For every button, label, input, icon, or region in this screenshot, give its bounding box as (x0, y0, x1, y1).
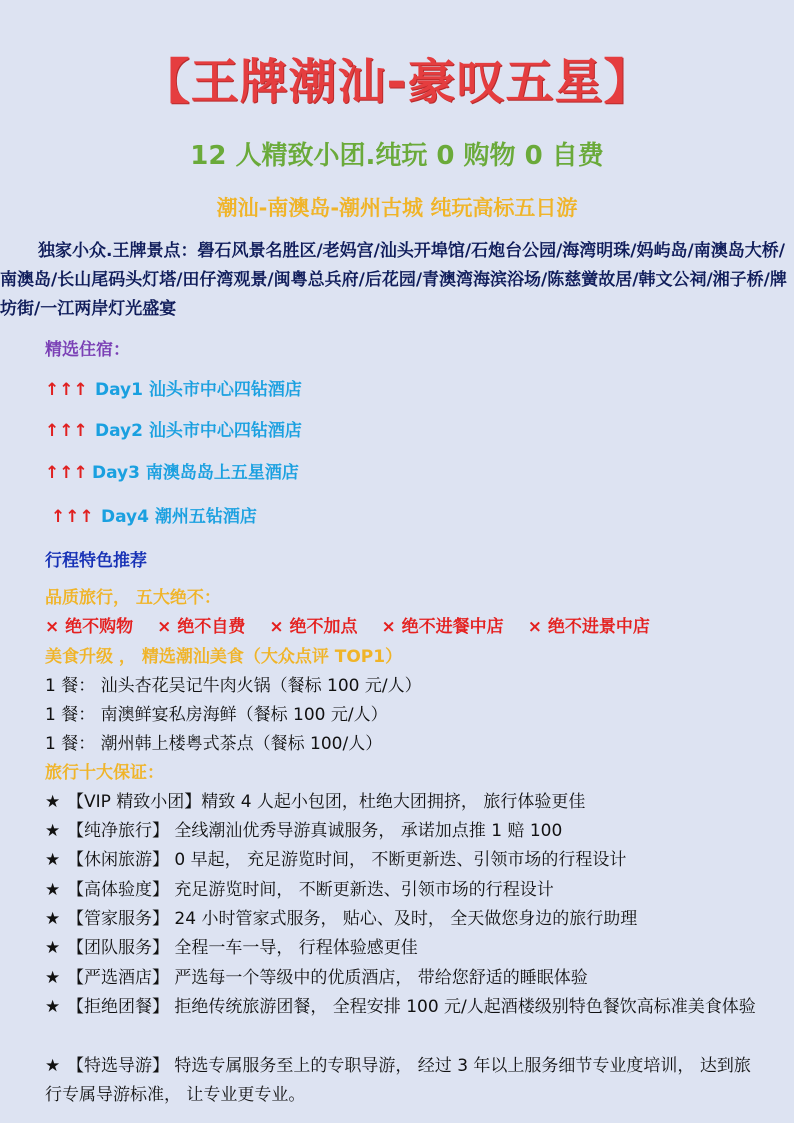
star-icon: ★ (45, 997, 61, 1017)
guarantee-item (45, 876, 554, 905)
arrow-up-icon: ↑↑↑ (45, 421, 88, 441)
never-item: × 绝不进餐中店 (381, 617, 504, 637)
attractions-paragraph: 独家小众.王牌景点：礐石风景名胜区/老妈宫/汕头开埠馆/石炮台公园/海湾明珠/妈屿岛/南澳岛大桥/南澳岛/长山尾码头灯塔/田仔湾观景/闽粤总兵府/后花园/青澳湾海滨浴场/陈慈黉故居/韩文公祠/湘子桥/牌坊街/一江两岸灯光盛宴 (0, 241, 787, 319)
arrow-up-icon: ↑↑↑ (45, 380, 88, 400)
star-icon: ★ (45, 1056, 61, 1076)
arrow-up-icon: ↑↑↑ (45, 463, 88, 483)
meal-item: 1 餐： 汕头杏花吴记牛肉火锅（餐标 100 元/人） (45, 676, 422, 696)
never-item: × 绝不购物 (45, 617, 134, 637)
guarantee-text: 【高体验度】 充足游览时间， 不断更新迭、引领市场的行程设计 (67, 880, 554, 900)
guarantee-item (45, 905, 637, 934)
features-heading: 行程特色推荐 (45, 551, 147, 571)
food-heading: 美食升级 ， 精选潮汕美食（大众点评 TOP1） (45, 647, 403, 667)
never-item: × 绝不加点 (269, 617, 358, 637)
hotel-day-text: Day1 汕头市中心四钻酒店 (95, 380, 302, 400)
hotel-day-1 (45, 376, 302, 404)
star-icon: ★ (45, 968, 61, 988)
guarantee-heading: 旅行十大保证： (45, 763, 164, 783)
guarantee-item (45, 846, 626, 875)
guarantee-text: 【纯净旅行】 全线潮汕优秀导游真诚服务， 承诺加点推 1 赔 100 (67, 821, 563, 841)
guarantee-text: 【VIP 精致小团】精致 4 人起小包团，杜绝大团拥挤， 旅行体验更佳 (67, 792, 586, 812)
star-icon: ★ (45, 821, 61, 841)
page-title: 【王牌潮汕-豪叹五星】 (141, 54, 653, 110)
hotel-heading: 精选住宿： (45, 340, 130, 360)
subtitle: 12 人精致小团.纯玩 0 购物 0 自费 (190, 141, 604, 171)
guarantee-item (45, 964, 588, 993)
meal-item: 1 餐： 潮州韩上楼粤式茶点（餐标 100/人） (45, 734, 383, 754)
never-item: × 绝不自费 (157, 617, 246, 637)
star-icon: ★ (45, 909, 61, 929)
guarantee-text: 【管家服务】 24 小时管家式服务， 贴心、及时， 全天做您身边的旅行助理 (67, 909, 638, 929)
route-line: 潮汕-南澳岛-潮州古城 纯玩高标五日游 (216, 196, 578, 220)
hotel-day-text: Day4 潮州五钻酒店 (101, 507, 257, 527)
hotel-day-3 (45, 459, 299, 487)
hotel-day-text: Day2 汕头市中心四钻酒店 (95, 421, 302, 441)
guarantee-text: 【严选酒店】 严选每一个等级中的优质酒店， 带给您舒适的睡眠体验 (67, 968, 588, 988)
guarantee-text: 【团队服务】 全程一车一导， 行程体验感更佳 (67, 938, 418, 958)
hotel-day-text: Day3 南澳岛岛上五星酒店 (92, 463, 299, 483)
five-nevers-row (45, 614, 674, 640)
guarantee-text: 【特选导游】 特选专属服务至上的专职导游， 经过 3 年以上服务细节专业度培训， 达到旅行专属导游标准， 让专业更专业。 (45, 1056, 751, 1105)
guarantee-item (45, 993, 765, 1022)
star-icon: ★ (45, 792, 61, 812)
never-item: × 绝不进景中店 (527, 617, 650, 637)
guarantee-text: 【拒绝团餐】 拒绝传统旅游团餐， 全程安排 100 元/人起酒楼级别特色餐饮高标准美食体验 (67, 997, 756, 1017)
guarantee-item (45, 788, 585, 817)
star-icon: ★ (45, 850, 61, 870)
quality-heading: 品质旅行， 五大绝不： (45, 588, 221, 608)
guarantee-item (45, 1052, 765, 1110)
meal-item: 1 餐： 南澳鲜宴私房海鲜（餐标 100 元/人） (45, 705, 388, 725)
guarantee-text: 【休闲旅游】 0 早起， 充足游览时间， 不断更新迭、引领市场的行程设计 (67, 850, 627, 870)
guarantee-item (45, 934, 418, 963)
star-icon: ★ (45, 938, 61, 958)
hotel-day-2 (45, 417, 302, 445)
guarantee-item (45, 817, 562, 846)
hotel-day-4 (51, 503, 257, 531)
arrow-up-icon: ↑↑↑ (51, 507, 94, 527)
star-icon: ★ (45, 880, 61, 900)
